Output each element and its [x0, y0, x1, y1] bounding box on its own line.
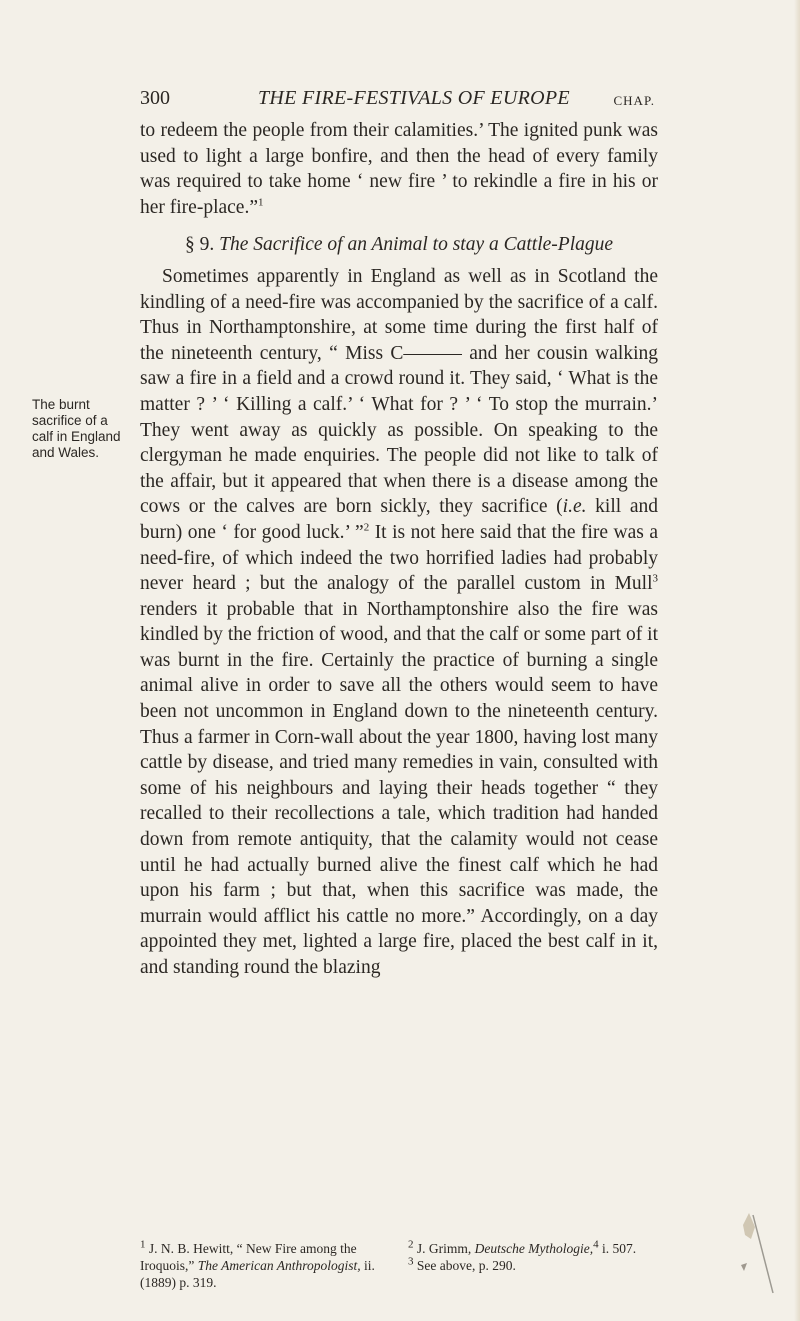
main-paragraph: Sometimes apparently in England as well as in Scotland the kindling of a need-fire was accompanied by the sacrifice of a calf. Thus in Northamptonshire, at some time during the first half of the nineteenth century, “ Miss C——— and her cousin walking saw a fire in a field and a crowd round it. They said, ‘ What is the matter ? ’ ‘ Killing a calf.’ ‘ What for ? ’ ‘ To stop the murrain.’ They went away as quickly as possible. On speaking to the clergyman he made enquiries. The people did not like to talk of the affair, but it appeared that when there is a disease among the cows or the calves are born sickly, they sacrifice (i.e. kill and burn) one ‘ for good luck.’ ”$^2$ It is not here said that the fire was a need-fire, of which indeed the two horrified ladies had probably never heard ; but the analogy of the parallel custom in Mull$^3$ renders it probable that in Northamptonshire also the fire was kindled by the friction of wood, and that the calf or some part of it was burnt in the fire. Certainly the practice of burning a single animal alive in order to save all the others would seem to have been not uncommon in England down to the nineteenth century. Thus a farmer in Corn-wall about the year 1800, having lost many cattle by disease, and tried many remedies in vain, consulted with some of his neighbours and laying their heads together “ they recalled to their recollections a tale, which tradition had handed down from remote antiquity, that the calamity would not cease until he had actually burned alive the finest calf which he had upon his farm ; but that, when this sacrifice was made, the murrain would afflict his cattle no more.” Accordingly, on a day appointed they met, lighted a large fire, placed the best calf in it, and standing round the blazing [140, 265, 658, 978]
opening-paragraph: to redeem the people from their calamities.’ The ignited punk was used to light a large bonfire, and then the head of every family was required to take home ‘ new fire ’ to rekindle a fire in his or her fire-place.”$^1$ [140, 120, 658, 218]
footnote-2-and-3 [408, 1240, 658, 1274]
footnote-ref-2: 2 [363, 521, 370, 534]
section-title: The Sacrifice of an Animal to stay a Cattle-Plague [219, 234, 614, 256]
body-text [140, 118, 658, 981]
chapter-label: CHAP. [613, 93, 655, 108]
footnote-ref-3: 3 [652, 572, 658, 585]
margin-note: The burnt sacrifice of a calf in England and Wales. [32, 397, 121, 460]
footnote-3: $^3$ See above, p. 290. [408, 1255, 516, 1273]
footnote-1: $^1$ J. N. B. Hewitt, “ New Fire among the Iroquois,” The American Anthropologist, ii. (1889) p. 319. [140, 1238, 375, 1290]
paper-mark [735, 1205, 775, 1295]
section-heading [140, 232, 658, 258]
footnote-2: $^2$ J. Grimm, Deutsche Mythologie,$^4$ i. 507. [408, 1238, 637, 1256]
page-edge [794, 0, 800, 1321]
page-number: 300 [140, 87, 170, 109]
section-number: § 9. [184, 234, 215, 256]
running-title: THE FIRE-FESTIVALS OF EUROPE [258, 87, 570, 109]
footnote-ref-1: 1 [258, 196, 264, 209]
